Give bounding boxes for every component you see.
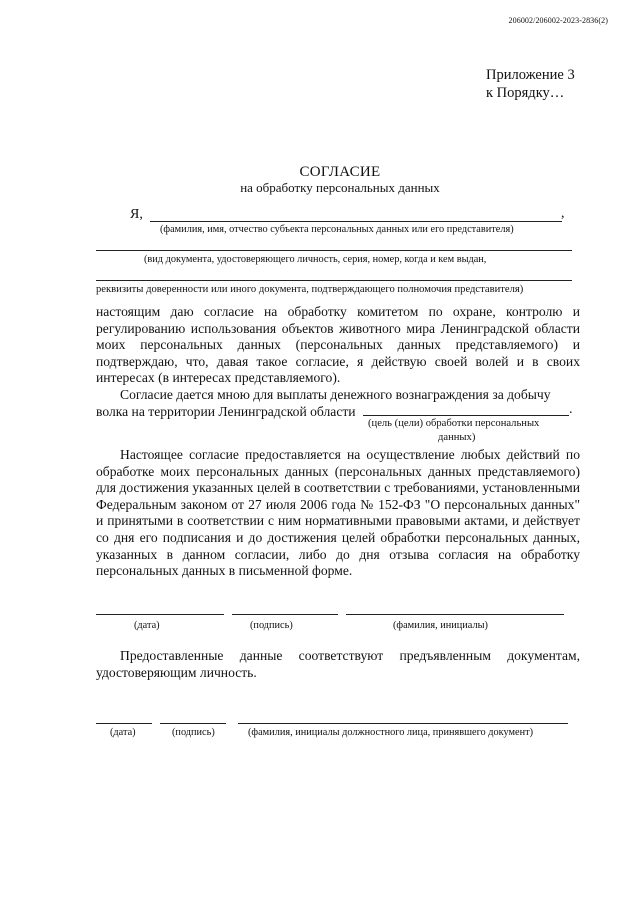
document-hint: (вид документа, удостоверяющего личность, серия, номер, когда и кем выдан, (144, 254, 487, 265)
purpose-field-line[interactable] (363, 415, 569, 416)
signature2-date-label: (дата) (110, 727, 136, 738)
signature1-name-line[interactable] (346, 614, 564, 615)
ya-label: Я, (130, 207, 143, 222)
proxy-hint: реквизиты доверенности или иного документа, подтверждающего полномочия представителя) (96, 284, 524, 295)
consent-text: настоящим даю согласие на обработку комитетом по охране, контролю и регулированию использования объектов животного мира Ленинградской области моих персональных данных (персональных данных представляемого) и подтверждаю, что, давая такое согласие, я действую своей волей и в своих интересах (в интересах представляемого). (96, 304, 580, 386)
signature2-name-line[interactable] (238, 723, 568, 724)
signature1-date-line[interactable] (96, 614, 224, 615)
verification-paragraph (96, 648, 580, 681)
validity-text: Настоящее согласие предоставляется на осуществление любых действий по обработке моих персональных данных (персональных данных представляемого) для достижения указанных целей в соответствии с требованиями, установленными Федеральным законом от 27 июля 2006 года № 152-ФЗ "О персональных данных" и принятыми в соответствии с ним нормативными правовыми актами, и действует со дня его подписания и до достижения целей обработки персональных данных, указанных в данном согласии, либо до дня отзыва согласия на обработку персональных данных в письменной форме. (96, 447, 580, 579)
fio-comma: , (561, 206, 565, 221)
purpose-period: . (569, 402, 573, 417)
verification-text: Предоставленные данные соответствуют предъявленным документам, удостоверяющим личность. (96, 648, 580, 680)
consent-paragraph (96, 304, 580, 387)
signature2-signature-line[interactable] (160, 723, 226, 724)
signature1-date-label: (дата) (134, 620, 160, 631)
proxy-field-line[interactable] (96, 280, 572, 281)
document-title: СОГЛАСИЕ (299, 164, 381, 180)
purpose-hint-line-2: данных) (438, 432, 476, 443)
appendix-reference (486, 66, 575, 102)
fio-hint: (фамилия, имя, отчество субъекта персональных данных или его представителя) (160, 224, 514, 235)
signature2-name-label: (фамилия, инициалы должностного лица, принявшего документ) (248, 727, 534, 738)
document-number: 206002/206002-2023-2836(2) (508, 16, 608, 25)
purpose-line-2: волка на территории Ленинградской области (96, 403, 356, 419)
signature1-name-label: (фамилия, инициалы) (393, 620, 488, 631)
document-subtitle: на обработку персональных данных (240, 180, 440, 195)
appendix-line-1: Приложение 3 (486, 67, 575, 83)
signature2-signature-label: (подпись) (172, 727, 215, 738)
signature1-signature-label: (подпись) (250, 620, 293, 631)
appendix-line-2: к Порядку… (486, 85, 565, 101)
purpose-hint-line-1: (цель (цели) обработки персональных (368, 418, 540, 429)
fio-field-line[interactable] (150, 221, 562, 222)
signature1-signature-line[interactable] (232, 614, 338, 615)
purpose-line-1: Согласие дается мною для выплаты денежного вознаграждения за добычу (120, 387, 551, 402)
validity-paragraph (96, 447, 580, 580)
signature2-date-line[interactable] (96, 723, 152, 724)
document-field-line[interactable] (96, 250, 572, 251)
